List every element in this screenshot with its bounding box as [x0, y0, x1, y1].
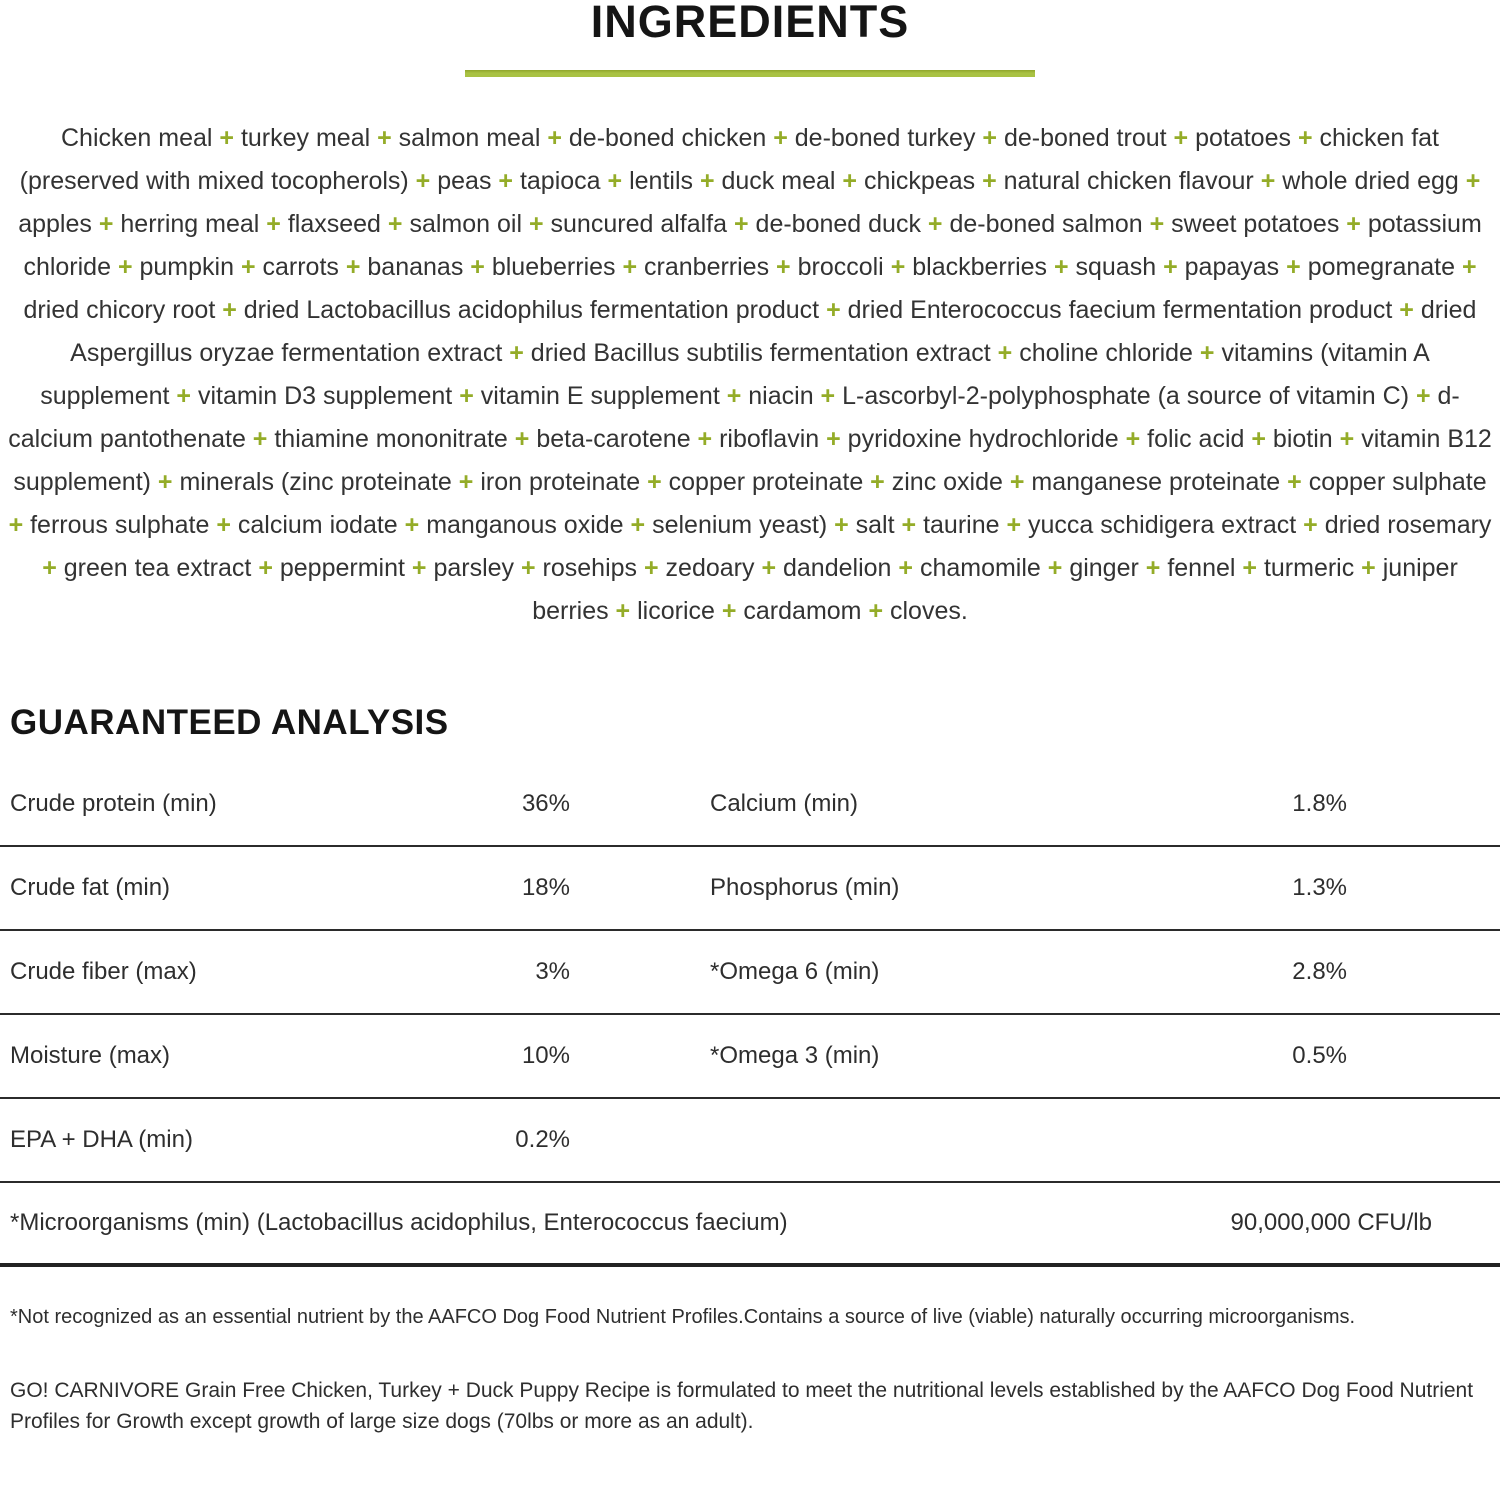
plus-separator: +	[883, 253, 913, 281]
analysis-value: 90,000,000 CFU/lb	[1230, 1209, 1432, 1236]
plus-separator: +	[338, 253, 368, 281]
plus-separator: +	[540, 124, 569, 152]
plus-separator: +	[1235, 554, 1264, 582]
plus-separator: +	[769, 253, 798, 281]
analysis-label: Crude protein (min)	[10, 790, 217, 817]
plus-separator: +	[637, 554, 666, 582]
plus-separator: +	[1455, 253, 1477, 281]
plus-separator: +	[522, 210, 551, 238]
analysis-label: Calcium (min)	[710, 790, 859, 817]
analysis-value: 36%	[521, 790, 570, 817]
analysis-row	[0, 1099, 1500, 1183]
plus-separator: +	[819, 296, 848, 324]
plus-separator: +	[404, 554, 434, 582]
plus-separator: +	[1409, 382, 1438, 410]
analysis-table	[0, 763, 1500, 1267]
plus-separator: +	[507, 425, 537, 453]
analysis-label: *Microorganisms (min) (Lactobacillus acidophilus, Enterococcus faecium)	[10, 1209, 788, 1236]
plus-separator: +	[380, 210, 410, 238]
plus-separator: +	[827, 511, 856, 539]
plus-separator: +	[1040, 554, 1070, 582]
plus-separator: +	[1354, 554, 1383, 582]
plus-separator: +	[819, 425, 848, 453]
analysis-value: 1.3%	[1292, 874, 1347, 901]
plus-separator: +	[891, 554, 920, 582]
plus-separator: +	[835, 167, 864, 195]
analysis-label: EPA + DHA (min)	[10, 1126, 193, 1153]
analysis-label: Phosphorus (min)	[710, 874, 900, 901]
analysis-row	[0, 1015, 1500, 1099]
plus-separator: +	[714, 597, 744, 625]
ingredients-title: INGREDIENTS	[590, 0, 910, 47]
formulation-note: GO! CARNIVORE Grain Free Chicken, Turkey + Duck Puppy Recipe is formulated to meet the nutritional levels established by the AAFCO Dog Food Nutrient Profiles for Growth except growth of large size dogs (70lbs or more as an adult).	[10, 1379, 1474, 1433]
plus-separator: +	[623, 511, 653, 539]
plus-separator: +	[754, 554, 783, 582]
plus-separator: +	[999, 511, 1029, 539]
analysis-value: 1.8%	[1292, 790, 1347, 817]
analysis-value: 0.5%	[1292, 1042, 1347, 1069]
plus-separator: +	[975, 167, 1004, 195]
plus-separator: +	[251, 554, 280, 582]
plus-separator: +	[452, 382, 481, 410]
plus-separator: +	[894, 511, 924, 539]
plus-separator: +	[1047, 253, 1076, 281]
plus-separator: +	[990, 339, 1020, 367]
analysis-label: Moisture (max)	[10, 1042, 171, 1069]
analysis-value: 18%	[521, 874, 570, 901]
plus-separator: +	[1002, 468, 1032, 496]
plus-separator: +	[169, 382, 198, 410]
plus-separator: +	[1279, 253, 1308, 281]
plus-separator: +	[91, 210, 121, 238]
plus-separator: +	[608, 597, 638, 625]
plus-separator: +	[693, 167, 722, 195]
plus-separator: +	[42, 554, 64, 582]
plus-separator: +	[463, 253, 492, 281]
plus-separator: +	[370, 124, 399, 152]
plus-separator: +	[1166, 124, 1196, 152]
plus-separator: +	[215, 296, 244, 324]
plus-separator: +	[259, 210, 288, 238]
plus-separator: +	[212, 124, 241, 152]
plus-separator: +	[1291, 124, 1320, 152]
plus-separator: +	[234, 253, 263, 281]
analysis-label: Crude fiber (max)	[10, 958, 197, 985]
plus-separator: +	[1296, 511, 1325, 539]
plus-separator: +	[920, 210, 950, 238]
plus-separator: +	[640, 468, 669, 496]
analysis-value: 2.8%	[1292, 958, 1347, 985]
plus-separator: +	[1253, 167, 1283, 195]
plus-separator: +	[615, 253, 645, 281]
plus-separator: +	[975, 124, 1004, 152]
plus-separator: +	[1138, 554, 1168, 582]
plus-separator: +	[600, 167, 630, 195]
analysis-value: 3%	[535, 958, 570, 985]
plus-separator: +	[690, 425, 720, 453]
plus-separator: +	[1280, 468, 1309, 496]
plus-separator: +	[8, 511, 31, 539]
plus-separator: +	[861, 597, 890, 625]
plus-separator: +	[451, 468, 481, 496]
plus-separator: +	[719, 382, 749, 410]
analysis-row	[0, 763, 1500, 847]
plus-separator: +	[1142, 210, 1172, 238]
analysis-label: Crude fat (min)	[10, 874, 171, 901]
plus-separator: +	[1392, 296, 1421, 324]
analysis-value: 0.2%	[515, 1126, 570, 1153]
plus-separator: +	[111, 253, 140, 281]
aafco-footnote: *Not recognized as an essential nutrient by the AAFCO Dog Food Nutrient Profiles.Contains a source of live (viable) naturally occurring microorganisms.	[10, 1306, 1356, 1328]
analysis-label: *Omega 6 (min)	[710, 958, 880, 985]
analysis-value: 10%	[521, 1042, 570, 1069]
plus-separator: +	[491, 167, 520, 195]
ingredients-text: Chicken meal + turkey meal + salmon meal + de-boned chicken + de-boned turkey + de-boned trout + potatoes + chicken fat (preserved with mixed tocopherols) + peas + tapioca + lentils + duck meal + chickpeas + natural chicken flavour + whole dried egg + apples + herring meal + flaxseed + salmon oil + suncured alfalfa + de-boned duck + de-boned salmon + sweet potatoes + potassium chloride + pumpkin + carrots + bananas + blueberries + cranberries + broccoli + blackberries + squash + papayas + pomegranate + dried chicory root + dried Lactobacillus acidophilus fermentation product + dried Enterococcus faecium fermentation product + dried Aspergillus oryzae fermentation extract + dried Bacillus subtilis fermentation extract + choline chloride + vitamins (vitamin A supplement + vitamin D3 supplement + vitamin E supplement + niacin + L-ascorbyl-2-polyphosphate (a source of vitamin C) + d-calcium pantothenate + thiamine mononitrate + beta-carotene + riboflavin + pyridoxine hydrochloride + folic acid + biotin + vitamin B12 supplement) + minerals (zinc proteinate + iron proteinate + copper proteinate + zinc oxide + manganese proteinate + copper sulphate + ferrous sulphate + calcium iodate + manganous oxide + selenium yeast) + salt + taurine + yucca schidigera extract + dried rosemary + green tea extract + peppermint + parsley + rosehips + zedoary + dandelion + chamomile + ginger + fennel + turmeric + juniper berries + licorice + cardamom + cloves.	[8, 124, 1492, 625]
plus-separator: +	[1458, 167, 1481, 195]
plus-separator: +	[1244, 425, 1273, 453]
plus-separator: +	[813, 382, 843, 410]
analysis-row	[0, 847, 1500, 931]
plus-separator: +	[863, 468, 892, 496]
plus-separator: +	[209, 511, 238, 539]
plus-separator: +	[408, 167, 438, 195]
analysis-label: *Omega 3 (min)	[710, 1042, 880, 1069]
plus-separator: +	[150, 468, 180, 496]
plus-separator: +	[245, 425, 275, 453]
guaranteed-analysis-title: GUARANTEED ANALYSIS	[10, 703, 449, 742]
plus-separator: +	[1156, 253, 1185, 281]
plus-separator: +	[1192, 339, 1222, 367]
plus-separator: +	[397, 511, 427, 539]
plus-separator: +	[1339, 210, 1368, 238]
analysis-row	[0, 931, 1500, 1015]
plus-separator: +	[514, 554, 543, 582]
plus-separator: +	[1332, 425, 1362, 453]
plus-separator: +	[727, 210, 756, 238]
plus-separator: +	[502, 339, 531, 367]
green-divider	[465, 70, 1035, 77]
heavy-divider	[0, 1263, 1500, 1267]
plus-separator: +	[766, 124, 795, 152]
plus-separator: +	[1118, 425, 1148, 453]
microorganisms-row	[0, 1183, 1500, 1263]
